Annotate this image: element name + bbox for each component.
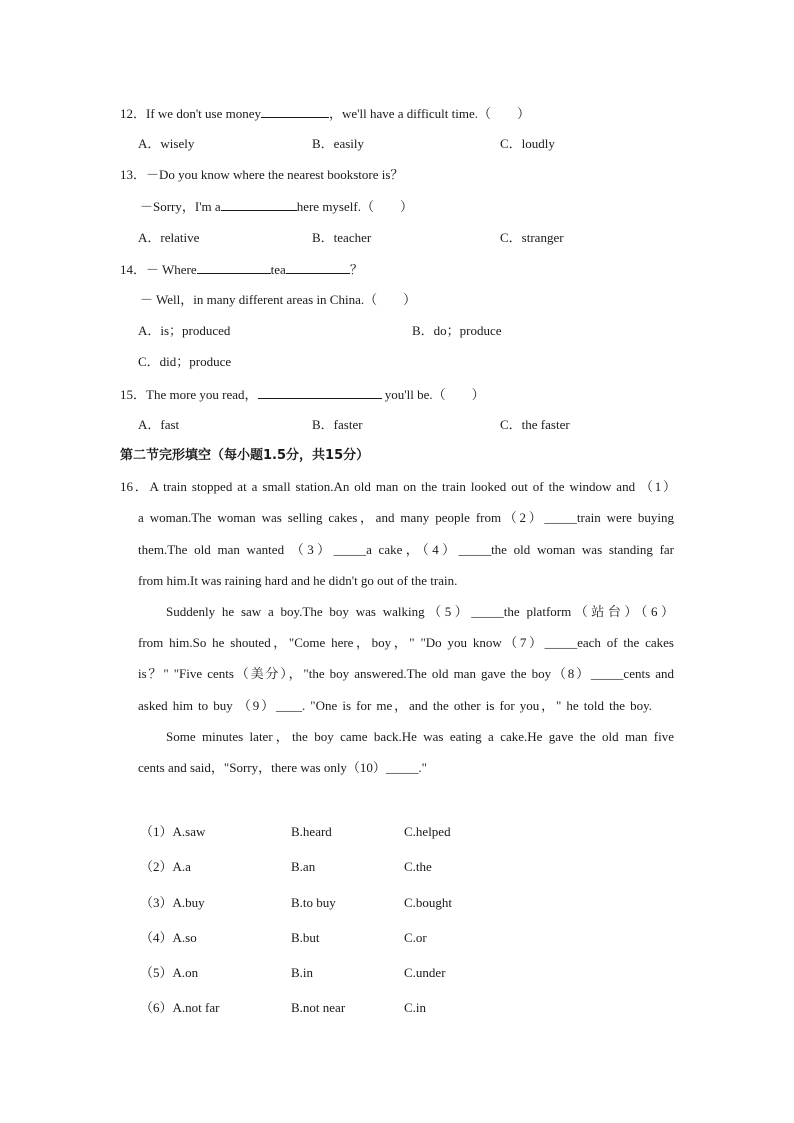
q13-blank	[221, 197, 297, 211]
q12-prefix: 12．If we don't use money	[120, 106, 261, 121]
q14-prefix: 14．－ Where	[120, 262, 197, 277]
passage-line-7: is？" "Five cents（美分），"the boy answered.The old man gave the boy（8）_____cents and	[138, 666, 674, 681]
passage-line-3: them.The old man wanted （3）_____a cake，（4）_____the old woman was standing far	[138, 542, 674, 557]
section-title: 第二节完形填空（每小题1.5分，共15分）	[120, 448, 370, 463]
passage-line-10: cents and said，"Sorry，there was only（10）_____."	[138, 760, 427, 775]
choice-5-c: C.under	[404, 965, 446, 980]
passage-line-6: from him.So he shouted，"Come here，boy，" "Do you know（7）_____each of the cakes	[138, 635, 674, 650]
question-14	[120, 260, 363, 279]
question-15	[120, 385, 485, 404]
question-12	[120, 104, 530, 123]
q13-option-b: B．teacher	[312, 230, 372, 245]
q14-blank-1	[197, 260, 271, 274]
passage-line-2: a woman.The woman was selling cakes，and many people from（2）_____train were buying	[138, 510, 674, 525]
choice-6-c: C.in	[404, 1000, 427, 1015]
choice-3-a: （3）A.buy	[140, 895, 205, 910]
q12-option-a: A．wisely	[138, 136, 195, 151]
choice-2-a: （2）A.a	[140, 859, 191, 874]
q15-option-b: B．faster	[312, 417, 363, 432]
choice-4-b: B.but	[291, 930, 320, 945]
choice-3-c: C.bought	[404, 895, 453, 910]
q12-blank	[261, 104, 329, 118]
choice-4-a: （4）A.so	[140, 930, 197, 945]
choice-1-c: C.helped	[404, 824, 451, 839]
choice-5-a: （5）A.on	[140, 965, 199, 980]
q14-option-b: B．do；produce	[412, 323, 502, 338]
q12-suffix: ，we'll have a difficult time.（ ）	[328, 106, 531, 121]
passage-line-4: from him.It was raining hard and he didn't go out of the train.	[138, 573, 458, 588]
q14-blank-2	[286, 260, 350, 274]
q14-option-c: C．did；produce	[138, 354, 232, 369]
q15-option-a: A．fast	[138, 417, 180, 432]
choice-3-b: B.to buy	[291, 895, 336, 910]
q14-option-a: A．is；produced	[138, 323, 231, 338]
passage-line-9: Some minutes later，the boy came back.He was eating a cake.He gave the old man five	[166, 729, 674, 744]
q14-mid: tea	[270, 262, 286, 277]
q13-suffix: here myself.（ ）	[296, 199, 413, 214]
question-13: 13．－Do you know where the nearest bookstore is？	[120, 167, 404, 182]
choice-2-b: B.an	[291, 859, 316, 874]
q15-suffix: you'll be.（ ）	[381, 387, 485, 402]
question-13-line2	[140, 197, 413, 216]
choice-6-b: B.not near	[291, 1000, 346, 1015]
q14-suffix: ？	[349, 262, 363, 277]
passage-line-5: Suddenly he saw a boy.The boy was walking（5）_____the platform（站台）（6）	[166, 604, 674, 619]
choice-2-c: C.the	[404, 859, 432, 874]
q15-blank	[258, 385, 382, 399]
q13-prefix: －Sorry，I'm a	[140, 199, 221, 214]
choice-4-c: C.or	[404, 930, 427, 945]
passage-line-1: 16．A train stopped at a small station.An old man on the train looked out of the window and （1）	[120, 479, 676, 494]
q13-option-a: A．relative	[138, 230, 200, 245]
q12-option-c: C．loudly	[500, 136, 555, 151]
question-14-line2: － Well，in many different areas in China.（ ）	[140, 292, 417, 307]
q15-option-c: C．the faster	[500, 417, 570, 432]
passage-line-8: asked him to buy （9）____. "One is for me，and the other is for you，" he told the boy.	[138, 698, 652, 713]
choice-1-a: （1）A.saw	[140, 824, 206, 839]
q12-option-b: B．easily	[312, 136, 364, 151]
choice-5-b: B.in	[291, 965, 314, 980]
q13-option-c: C．stranger	[500, 230, 564, 245]
choice-6-a: （6）A.not far	[140, 1000, 220, 1015]
q15-prefix: 15．The more you read，	[120, 387, 258, 402]
choice-1-b: B.heard	[291, 824, 332, 839]
